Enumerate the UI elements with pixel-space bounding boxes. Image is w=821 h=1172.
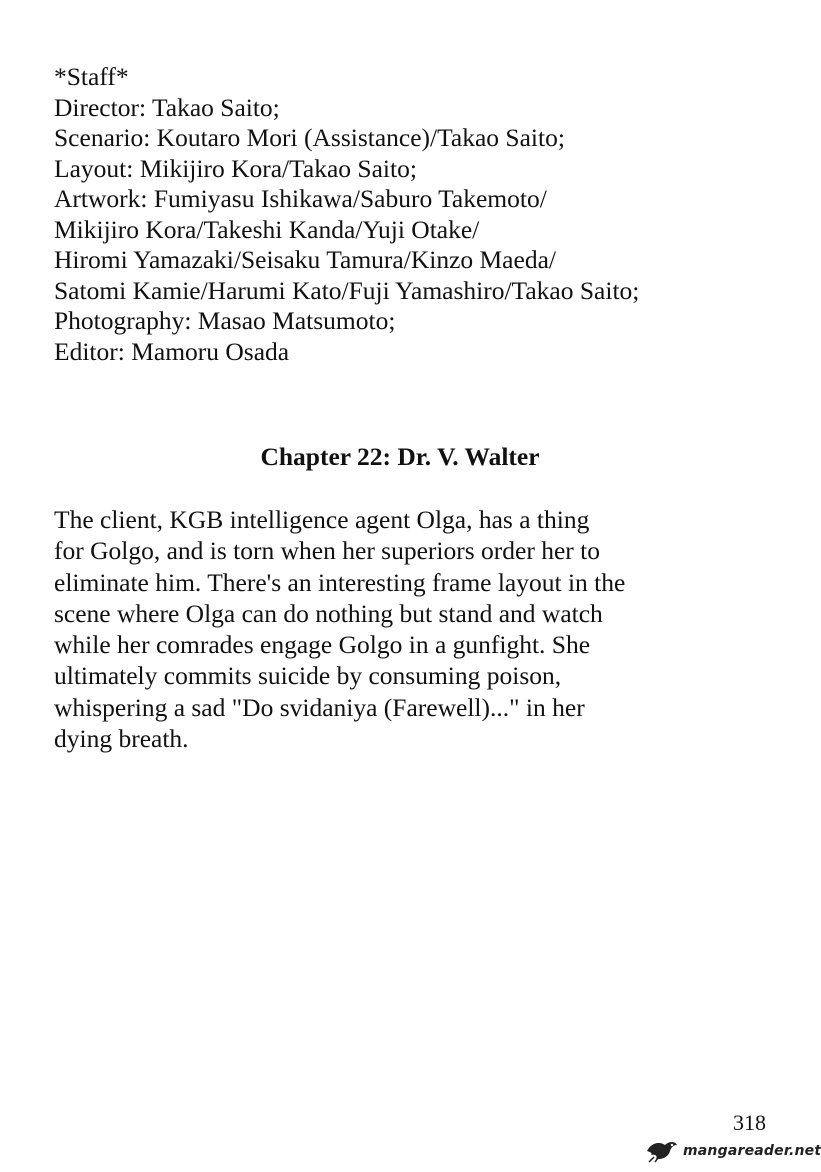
- staff-credits: [54, 62, 639, 367]
- staff-line: Hiromi Yamazaki/Seisaku Tamura/Kinzo Maeda/: [54, 245, 556, 274]
- staff-line: Layout: Mikijiro Kora/Takao Saito;: [54, 153, 417, 183]
- summary-line: scene where Olga can do nothing but stand and watch: [54, 598, 603, 628]
- staff-line: *Staff*: [54, 62, 129, 91]
- summary-line: The client, KGB intelligence agent Olga, has a thing: [54, 505, 590, 534]
- summary-line: whispering a sad "Do svidaniya (Farewell)..." in her: [54, 692, 585, 722]
- bird-logo-icon: [645, 1139, 679, 1163]
- page-number: 318: [733, 1110, 766, 1135]
- staff-line: Mikijiro Kora/Takeshi Kanda/Yuji Otake/: [54, 214, 480, 244]
- staff-line: Editor: Mamoru Osada: [54, 336, 290, 366]
- summary-line: while her comrades engage Golgo in a gunfight. She: [54, 630, 591, 660]
- staff-line: Scenario: Koutaro Mori (Assistance)/Takao Saito;: [54, 123, 565, 152]
- staff-line: Director: Takao Saito;: [54, 92, 280, 122]
- summary-line: ultimately commits suicide by consuming poison,: [54, 661, 562, 691]
- staff-line: Satomi Kamie/Harumi Kato/Fuji Yamashiro/Takao Saito;: [54, 275, 640, 305]
- watermark-text: mangareader.net: [683, 1143, 821, 1159]
- watermark: [645, 1138, 821, 1164]
- summary-line: dying breath.: [54, 724, 189, 754]
- chapter-summary: [54, 504, 625, 754]
- summary-line: eliminate him. There's an interesting frame layout in the: [54, 567, 626, 597]
- summary-line: for Golgo, and is torn when her superiors order her to: [54, 536, 600, 566]
- staff-line: Artwork: Fumiyasu Ishikawa/Saburo Takemoto/: [54, 184, 547, 213]
- staff-line: Photography: Masao Matsumoto;: [54, 306, 396, 335]
- chapter-title: Chapter 22: Dr. V. Walter: [260, 442, 540, 471]
